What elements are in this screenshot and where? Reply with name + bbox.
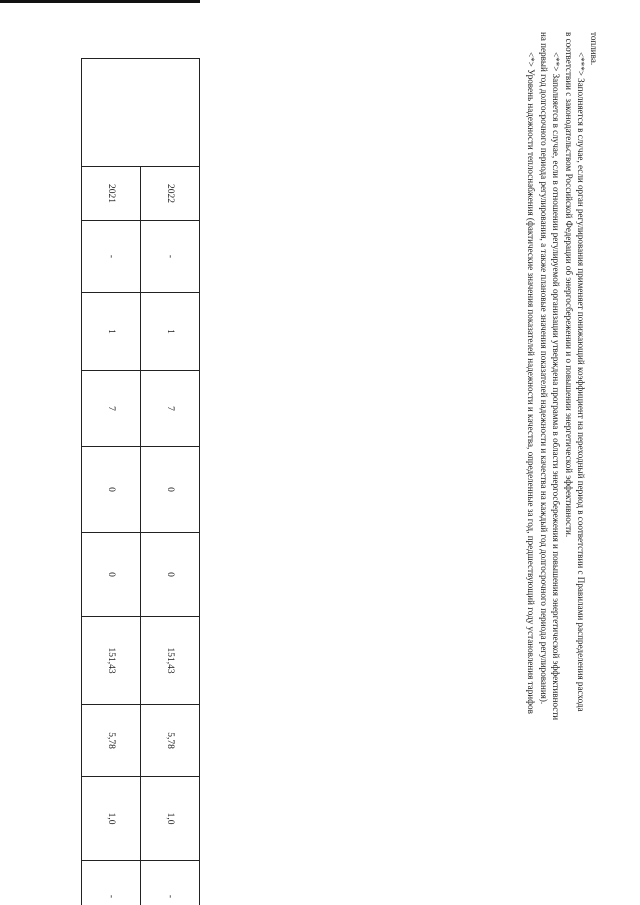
table-cell: - [82, 861, 141, 905]
year-cell: 2021 [82, 167, 141, 221]
footnote-1-continuation: на первый год долгосрочного периода регулирования, а также плановые значения показателей надежности и качества на каждый год долгосрочного периода регулирования). [538, 32, 549, 705]
table-cell: 0 [82, 447, 141, 533]
footnotes [524, 32, 600, 892]
table-cell: 7 [141, 371, 200, 447]
table-cell: 5,78 [82, 705, 141, 777]
table-row [141, 59, 200, 905]
table-cell: 1 [141, 293, 200, 371]
table-cell: 151,43 [141, 617, 200, 705]
footnote-2: <**> Заполняется в случае, если в отношении регулируемой организации утверждена программа в области энергосбережения и повышения энергетической эффективности [551, 52, 562, 721]
table-cell: 1 [82, 293, 141, 371]
table-row [82, 59, 141, 905]
table-cell: 7 [82, 371, 141, 447]
table-cell: 1,0 [141, 777, 200, 861]
year-cell: 2022 [141, 167, 200, 221]
table-cell: 0 [141, 533, 200, 617]
row-group-header-cell [82, 59, 200, 167]
footnote-2-continuation: в соответствии с законодательством Российской Федерации об энергосбережении и о повышении энергетической эффективности. [563, 32, 574, 538]
table-cell: 5,78 [141, 705, 200, 777]
table-cell: 151,43 [82, 617, 141, 705]
table-cell: 1,0 [82, 777, 141, 861]
footnote-3-continuation: топлива. [589, 32, 599, 66]
footnote-3: <***> Заполняется в случае, если орган регулирования применяет понижающий коэффициент на переходный период в соответствии с Правилами распределения расхода [576, 52, 587, 712]
indicators-table [81, 58, 200, 905]
footnote-1: <*> Уровень надежности теплоснабжения (фактические значения показателей надежности и качества, определенные за год, предшествующий году установления тарифов [526, 52, 537, 714]
table-cell: 0 [82, 533, 141, 617]
table-cell: - [82, 221, 141, 293]
table-cell: - [141, 221, 200, 293]
table-cell: 0 [141, 447, 200, 533]
table-cell: - [141, 861, 200, 905]
